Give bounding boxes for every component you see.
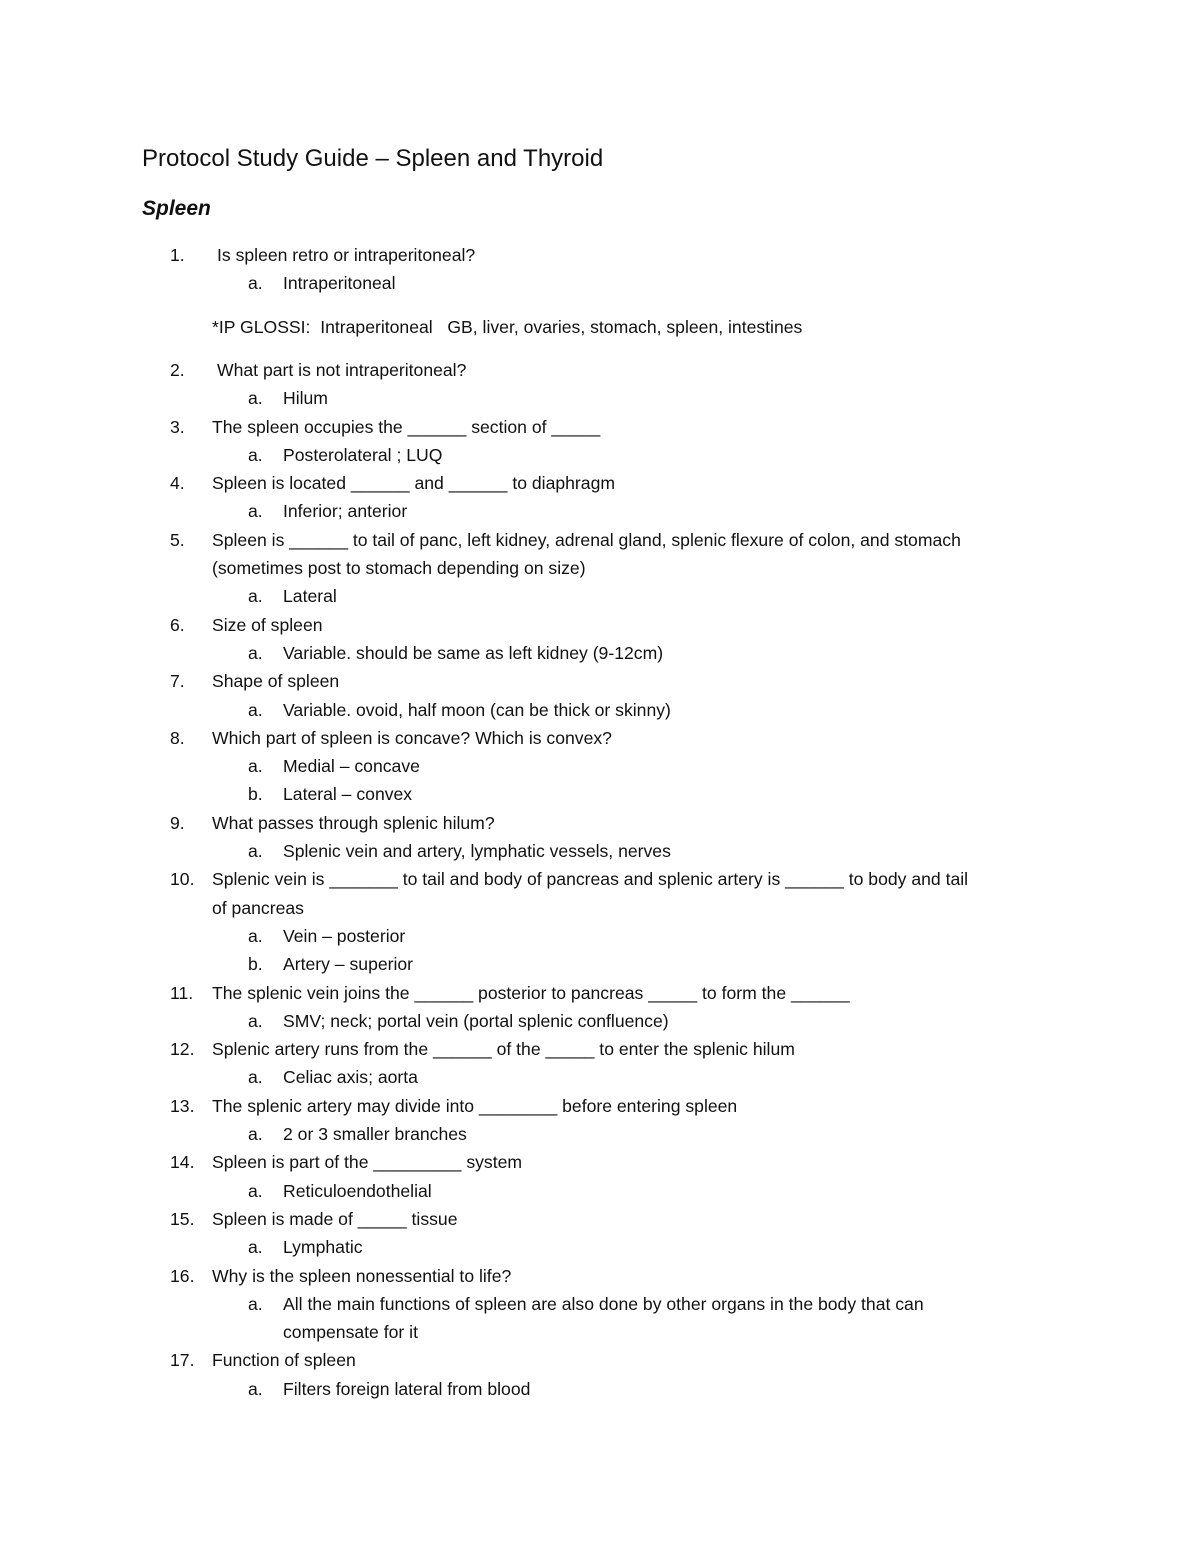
question-text-continued: of pancreas [212, 897, 304, 918]
question-number: 11. [170, 982, 194, 1003]
text-line [0, 1320, 1200, 1344]
text-line [0, 782, 1200, 806]
answer-text: Posterolateral ; LUQ [283, 444, 443, 465]
text-line [0, 271, 1200, 295]
answer-letter: a. [248, 642, 263, 663]
question-text-continued: (sometimes post to stomach depending on size) [212, 558, 586, 578]
answer-text: Lateral [283, 586, 337, 607]
text-line [0, 315, 1200, 339]
answer-text: Splenic vein and artery, lymphatic vessels, nerves [283, 841, 671, 861]
question-number: 13. [170, 1095, 195, 1116]
question-text: Splenic artery runs from the ______ of the _____ to enter the splenic hilum [212, 1039, 795, 1060]
text-line [0, 1207, 1200, 1231]
answer-letter: b. [248, 954, 263, 975]
text-line [0, 443, 1200, 467]
answer-letter: a. [248, 586, 263, 607]
question-number: 16. [170, 1265, 195, 1286]
answer-text: Reticuloendothelial [283, 1180, 432, 1201]
answer-text: Artery – superior [283, 954, 414, 975]
question-number: 4. [170, 473, 185, 494]
text-line [0, 952, 1200, 976]
question-number: 12. [170, 1039, 195, 1060]
answer-letter: a. [248, 444, 263, 465]
text-line [0, 1377, 1200, 1401]
answer-text: Medial – concave [283, 756, 420, 777]
text-line [0, 726, 1200, 750]
question-number: 7. [170, 671, 185, 692]
text-line [0, 243, 1200, 267]
question-number: 9. [170, 812, 185, 833]
answer-text: Filters foreign lateral from blood [283, 1378, 531, 1399]
answer-text-continued: compensate for it [283, 1322, 418, 1343]
answer-letter: a. [248, 1067, 263, 1088]
question-text: Why is the spleen nonessential to life? [212, 1265, 512, 1286]
question-number: 14. [170, 1152, 195, 1173]
text-line [0, 981, 1200, 1005]
text-line [0, 924, 1200, 948]
text-line [0, 528, 1200, 552]
question-number: 8. [170, 727, 185, 748]
question-text: Shape of spleen [212, 671, 340, 692]
question-number: 10. [170, 869, 195, 890]
answer-letter: a. [248, 925, 263, 946]
answer-letter: a. [248, 273, 263, 294]
text-line [0, 896, 1200, 920]
question-text: What passes through splenic hilum? [212, 812, 495, 833]
text-line [0, 1150, 1200, 1174]
text-line [0, 471, 1200, 495]
page-title: Protocol Study Guide – Spleen and Thyroid [142, 145, 604, 172]
answer-text: Variable. should be same as left kidney (9-12cm) [283, 642, 664, 663]
answer-letter: a. [248, 1293, 263, 1314]
text-line [0, 386, 1200, 410]
answer-letter: a. [248, 756, 263, 777]
text-line [0, 1264, 1200, 1288]
section-heading: Spleen [142, 197, 211, 220]
glossary-note: *IP GLOSSI: Intraperitoneal GB, liver, ovaries, stomach, spleen, intestines [212, 316, 803, 337]
answer-text: Celiac axis; aorta [283, 1067, 418, 1088]
answer-text: Inferior; anterior [283, 501, 408, 522]
answer-letter: a. [248, 1010, 263, 1031]
answer-letter: a. [248, 1180, 263, 1201]
answer-letter: a. [248, 1124, 263, 1144]
question-text: What part is not intraperitoneal? [217, 359, 467, 380]
text-line [0, 1122, 1200, 1146]
text-line [0, 811, 1200, 835]
question-text: The splenic artery may divide into ________ before entering spleen [212, 1095, 738, 1116]
question-text: Spleen is located ______ and ______ to diaphragm [212, 473, 616, 494]
answer-text: Lateral – convex [283, 784, 413, 805]
question-text: Spleen is part of the _________ system [212, 1152, 523, 1173]
question-number: 2. [170, 359, 185, 380]
text-line [0, 556, 1200, 580]
question-number: 3. [170, 416, 185, 437]
answer-text: 2 or 3 smaller branches [283, 1124, 467, 1144]
answer-letter: a. [248, 388, 263, 409]
text-line [0, 1094, 1200, 1118]
answer-text: Intraperitoneal [283, 273, 396, 294]
text-line [0, 613, 1200, 637]
answer-text: Variable. ovoid, half moon (can be thick or skinny) [283, 699, 671, 720]
text-line [0, 1037, 1200, 1061]
text-line [0, 867, 1200, 891]
question-text: Which part of spleen is concave? Which is convex? [212, 727, 612, 748]
answer-letter: b. [248, 784, 263, 805]
question-number: 6. [170, 614, 185, 635]
question-text: Function of spleen [212, 1350, 356, 1371]
question-text: Spleen is ______ to tail of panc, left kidney, adrenal gland, splenic flexure of colon, and stomach [212, 529, 961, 550]
question-number: 17. [170, 1350, 195, 1371]
text-line [0, 1009, 1200, 1033]
question-text: Size of spleen [212, 614, 323, 635]
text-line [0, 584, 1200, 608]
answer-text: Lymphatic [283, 1237, 363, 1258]
text-line [0, 499, 1200, 523]
text-line [0, 415, 1200, 439]
question-number: 5. [170, 529, 185, 550]
text-line [0, 1292, 1200, 1316]
text-line [0, 754, 1200, 778]
answer-text: Hilum [283, 388, 328, 409]
answer-text: Vein – posterior [283, 925, 406, 946]
text-line [0, 358, 1200, 382]
answer-letter: a. [248, 1378, 263, 1399]
answer-letter: a. [248, 841, 263, 861]
text-line [0, 641, 1200, 665]
question-text: Spleen is made of _____ tissue [212, 1208, 458, 1229]
answer-letter: a. [248, 501, 263, 522]
question-number: 1. [170, 245, 185, 265]
text-line [0, 1179, 1200, 1203]
question-text: Splenic vein is _______ to tail and body of pancreas and splenic artery is ______ to body and tail [212, 869, 969, 890]
question-text: The splenic vein joins the ______ posterior to pancreas _____ to form the ______ [212, 982, 850, 1003]
answer-letter: a. [248, 699, 263, 720]
answer-letter: a. [248, 1237, 263, 1258]
question-number: 15. [170, 1208, 195, 1229]
text-line [0, 839, 1200, 863]
text-line [0, 1235, 1200, 1259]
question-text: The spleen occupies the ______ section of _____ [212, 416, 601, 437]
text-line [0, 698, 1200, 722]
text-line [0, 669, 1200, 693]
question-text: Is spleen retro or intraperitoneal? [217, 245, 476, 265]
text-line [0, 1065, 1200, 1089]
answer-text: SMV; neck; portal vein (portal splenic confluence) [283, 1010, 669, 1031]
answer-text: All the main functions of spleen are also done by other organs in the body that can [283, 1293, 924, 1314]
text-line [0, 1348, 1200, 1372]
